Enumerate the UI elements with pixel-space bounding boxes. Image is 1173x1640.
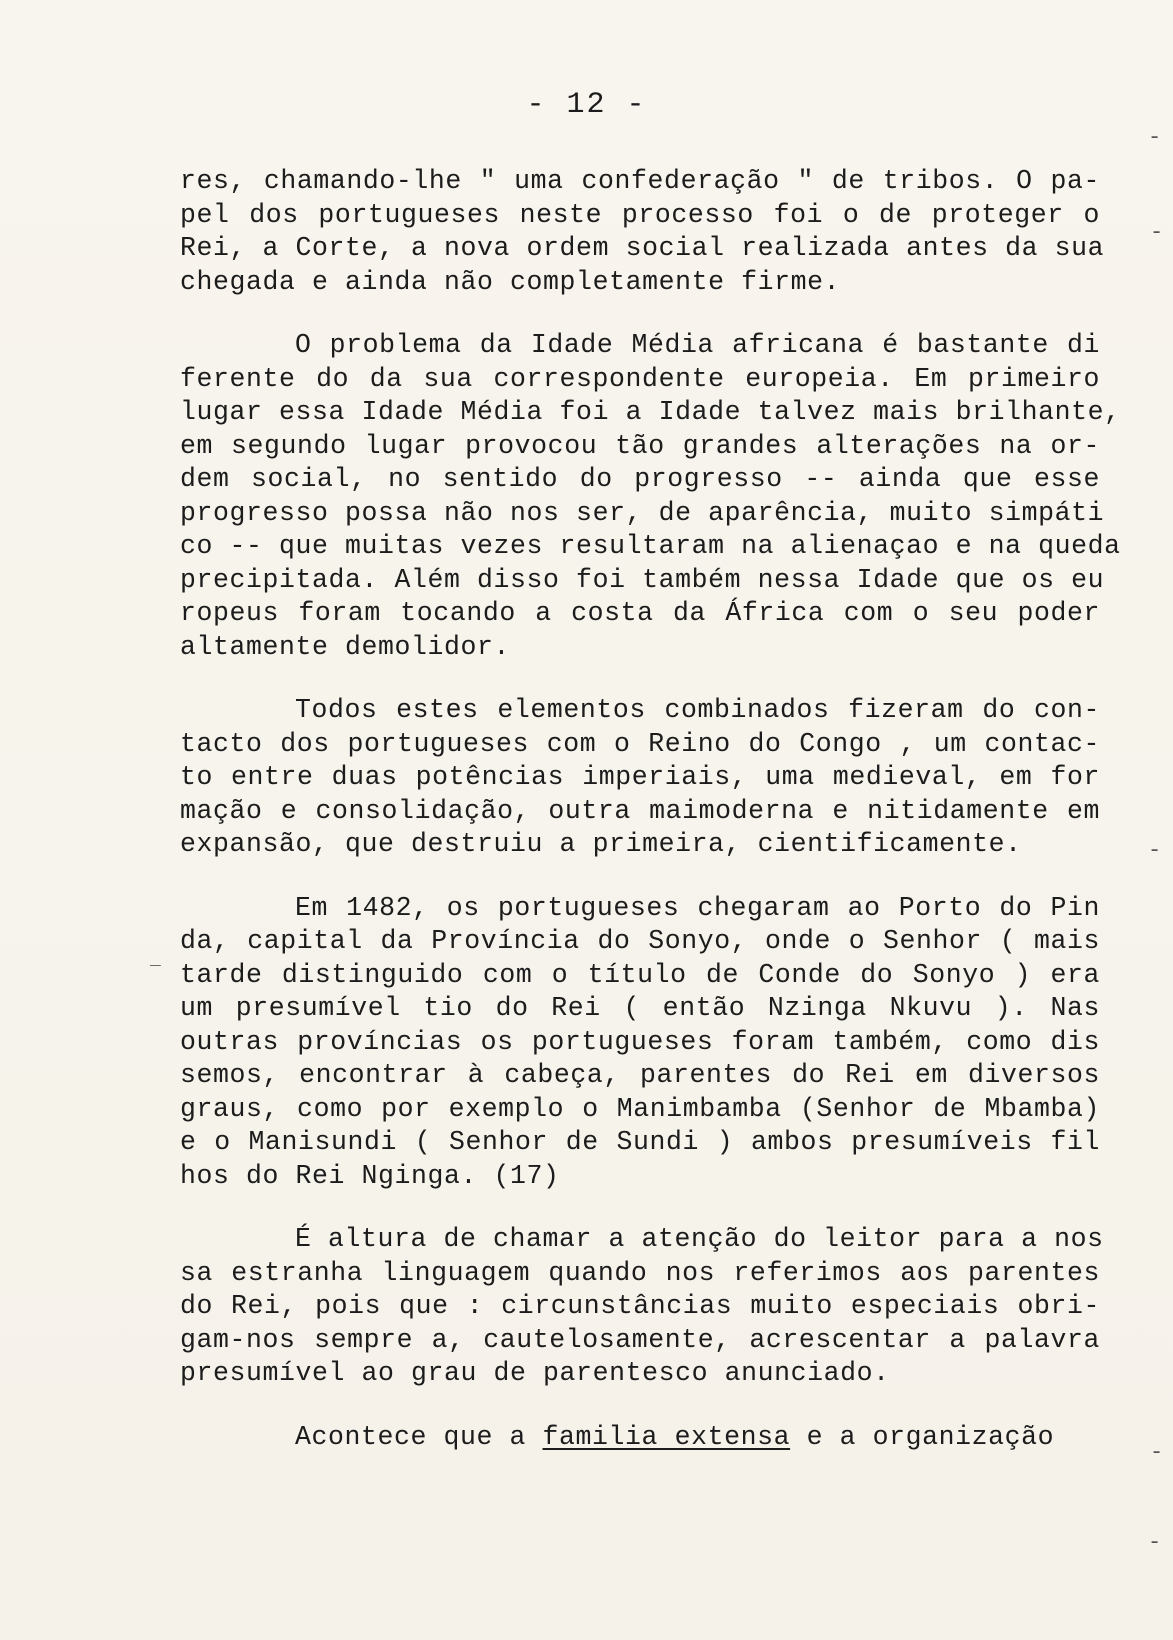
text-line: precipitada. Além disso foi também nessa Idade que os eu — [180, 564, 1105, 595]
text-line: em segundo lugar provocou tão grandes alterações na or- — [180, 430, 1100, 461]
text-line: O problema da Idade Média africana é bastante di — [295, 330, 1100, 360]
paragraph-gap — [180, 1391, 1100, 1421]
text-line: hos do Rei Nginga. (17) — [180, 1160, 560, 1191]
text-line: presumível ao grau de parentesco anunciado. — [180, 1358, 890, 1388]
text-line: Todos estes elementos combinados fizeram do con- — [295, 695, 1100, 725]
text-line — [180, 1421, 1100, 1455]
text-run: Acontece que a — [295, 1421, 543, 1452]
text-line: ferente do da sua correspondente europeia. Em primeiro — [180, 363, 1100, 394]
paragraph — [180, 694, 1100, 862]
margin-tick-mark: - — [1148, 1530, 1162, 1555]
text-line: lugar essa Idade Média foi a Idade talvez mais brilhante, — [180, 397, 1121, 427]
paragraph — [180, 1421, 1100, 1455]
text-line: res, chamando-lhe " uma confederação " de tribos. O pa- — [180, 166, 1100, 196]
text-line: Rei, a Corte, a nova ordem social realizada antes da sua — [180, 233, 1105, 263]
margin-tick-mark: - — [1150, 220, 1164, 245]
text-line: gam-nos sempre a, cautelosamente, acrescentar a palavra — [180, 1324, 1100, 1355]
text-line: tacto dos portugueses com o Reino do Congo , um contac- — [180, 728, 1100, 759]
paragraph-gap — [180, 664, 1100, 694]
text-line: outras províncias os portugueses foram também, como dis — [180, 1026, 1100, 1057]
stray-ink-mark: _ — [150, 950, 161, 970]
body-text — [180, 165, 1121, 1454]
text-line: chegada e ainda não completamente firme. — [180, 266, 841, 297]
underlined-term: familia extensa — [542, 1421, 791, 1452]
text-line: semos, encontrar à cabeça, parentes do Rei em diversos — [180, 1060, 1100, 1090]
text-line: co -- que muitas vezes resultaram na alienaçao e na queda — [180, 531, 1121, 561]
text-line: altamente demolidor. — [180, 631, 511, 662]
text-line: do Rei, pois que : circunstâncias muito especiais obri- — [180, 1291, 1100, 1321]
text-line: to entre duas potências imperiais, uma medieval, em for — [180, 762, 1100, 792]
text-line: Em 1482, os portugueses chegaram ao Porto do Pin — [295, 892, 1100, 923]
text-line: dem social, no sentido do progresso -- ainda que esse — [180, 464, 1100, 494]
text-line: expansão, que destruiu a primeira, cientificamente. — [180, 829, 1022, 859]
paragraph — [180, 892, 1100, 1194]
text-line: sa estranha linguagem quando nos referimos aos parentes — [180, 1257, 1100, 1288]
margin-tick-mark: - — [1150, 1440, 1164, 1465]
text-line: É altura de chamar a atenção do leitor para a nos — [295, 1224, 1104, 1254]
margin-tick-mark: - — [1148, 838, 1162, 863]
paragraph-gap — [180, 299, 1100, 329]
text-line: e o Manisundi ( Senhor de Sundi ) ambos presumíveis fil — [180, 1127, 1100, 1157]
text-line: pel dos portugueses neste processo foi o de proteger o — [180, 199, 1100, 230]
margin-tick-mark: - — [1148, 125, 1162, 150]
text-line: graus, como por exemplo o Manimbamba (Senhor de Mbamba) — [180, 1093, 1100, 1124]
paragraph — [180, 1223, 1104, 1391]
paragraph-gap — [180, 1193, 1100, 1223]
text-line: tarde distinguido com o título de Conde do Sonyo ) era — [180, 959, 1100, 990]
paragraph — [180, 165, 1105, 299]
text-line: ropeus foram tocando a costa da África com o seu poder — [180, 598, 1100, 628]
text-line: um presumível tio do Rei ( então Nzinga Nkuvu ). Nas — [180, 993, 1100, 1023]
page-number: - 12 - — [526, 88, 647, 122]
paragraph-gap — [180, 862, 1100, 892]
text-line: mação e consolidação, outra maimoderna e nitidamente em — [180, 795, 1100, 826]
text-run: e a organização — [790, 1421, 1055, 1452]
text-line: da, capital da Província do Sonyo, onde o Senhor ( mais — [180, 926, 1100, 956]
paragraph — [180, 329, 1121, 664]
text-line: progresso possa não nos ser, de aparência, muito simpáti — [180, 497, 1105, 528]
